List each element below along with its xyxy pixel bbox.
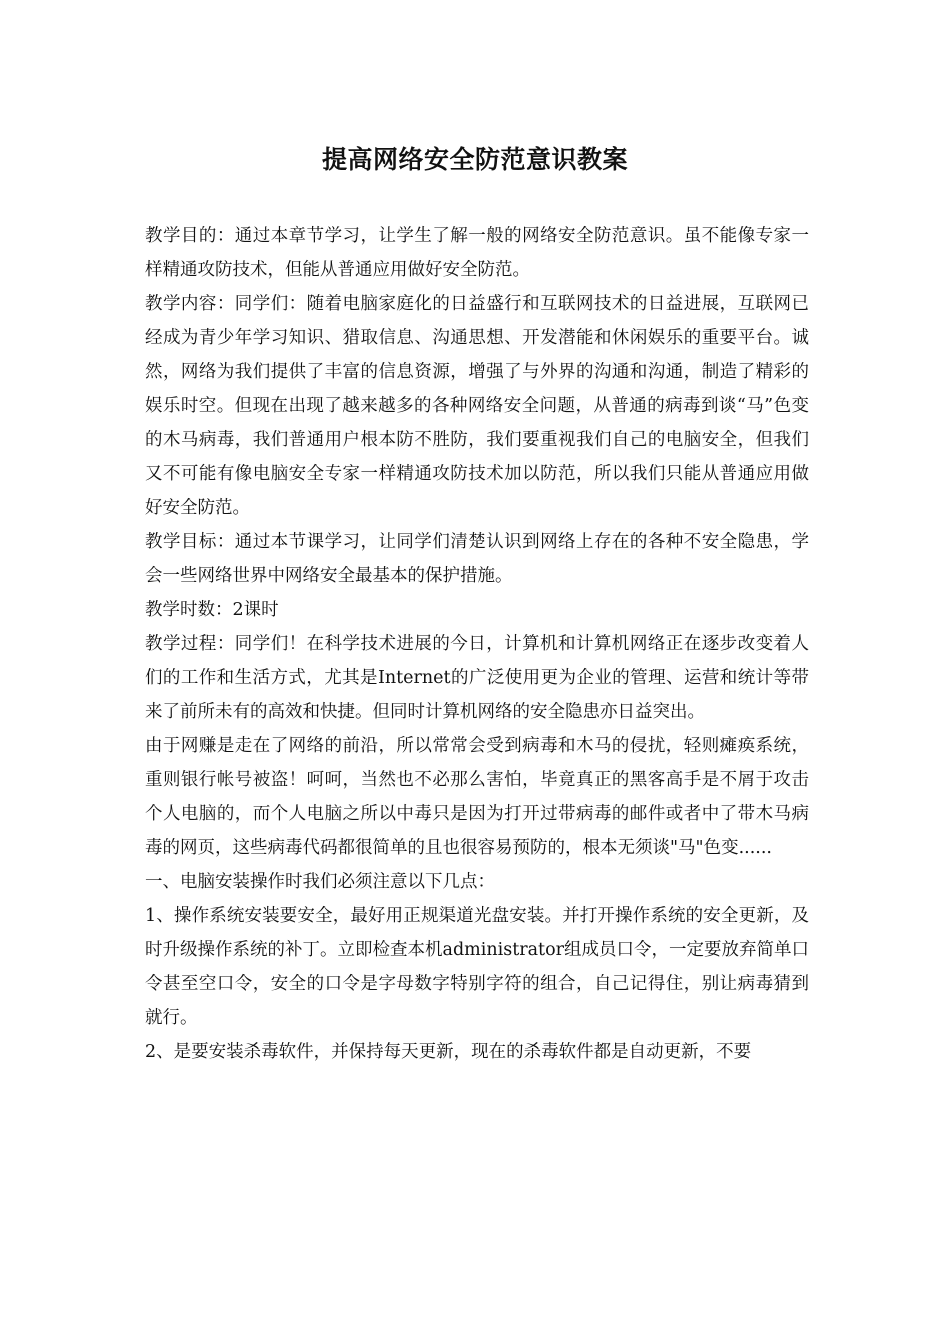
document-body <box>145 219 809 1069</box>
list-item-2: 2、是要安装杀毒软件，并保持每天更新，现在的杀毒软件都是自动更新，不要 <box>145 1042 752 1062</box>
list-item-1: 1、操作系统安装要安全，最好用正规渠道光盘安装。并打开操作系统的安全更新，及时升级操作系统的补丁。立即检查本机administrator组成员口令，一定要放弃简单口令甚至空口令，安全的口令是字母数字特别字符的组合，自己记得住，别让病毒猜到就行。 <box>145 906 809 1028</box>
paragraph-teaching-content: 教学内容：同学们：随着电脑家庭化的日益盛行和互联网技术的日益进展，互联网已经成为青少年学习知识、猎取信息、沟通思想、开发潜能和休闲娱乐的重要平台。诚然，网络为我们提供了丰富的信息资源，增强了与外界的沟通和沟通，制造了精彩的娱乐时空。但现在出现了越来越多的各种网络安全问题，从普通的病毒到谈“马”色变的木马病毒，我们普通用户根本防不胜防，我们要重视我们自己的电脑安全，但我们又不可能有像电脑安全专家一样精通攻防技术加以防范，所以我们只能从普通应用做好安全防范。 <box>145 294 809 518</box>
paragraph-teaching-goal: 教学目标：通过本节课学习，让同学们清楚认识到网络上存在的各种不安全隐患，学会一些网络世界中网络安全最基本的保护措施。 <box>145 532 809 586</box>
section-heading-installation: 一、电脑安装操作时我们必须注意以下几点： <box>145 872 495 892</box>
paragraph-online-earning-risk: 由于网赚是走在了网络的前沿，所以常常会受到病毒和木马的侵扰，轻则瘫痪系统，重则银行帐号被盗！呵呵，当然也不必那么害怕，毕竟真正的黑客高手是不屑于攻击个人电脑的，而个人电脑之所以中毒只是因为打开过带病毒的邮件或者中了带木马病毒的网页，这些病毒代码都很简单的且也很容易预防的，根本无须谈"马"色变...... <box>145 736 809 858</box>
paragraph-teaching-process: 教学过程：同学们！在科学技术进展的今日，计算机和计算机网络正在逐步改变着人们的工作和生活方式，尤其是Internet的广泛使用更为企业的管理、运营和统计等带来了前所未有的高效和快捷。但同时计算机网络的安全隐患亦日益突出。 <box>145 634 809 722</box>
page-title: 提高网络安全防范意识教案 <box>321 145 628 174</box>
paragraph-teaching-purpose: 教学目的：通过本章节学习，让学生了解一般的网络安全防范意识。虽不能像专家一样精通攻防技术，但能从普通应用做好安全防范。 <box>145 226 809 280</box>
paragraph-teaching-hours: 教学时数：2课时 <box>145 600 279 620</box>
